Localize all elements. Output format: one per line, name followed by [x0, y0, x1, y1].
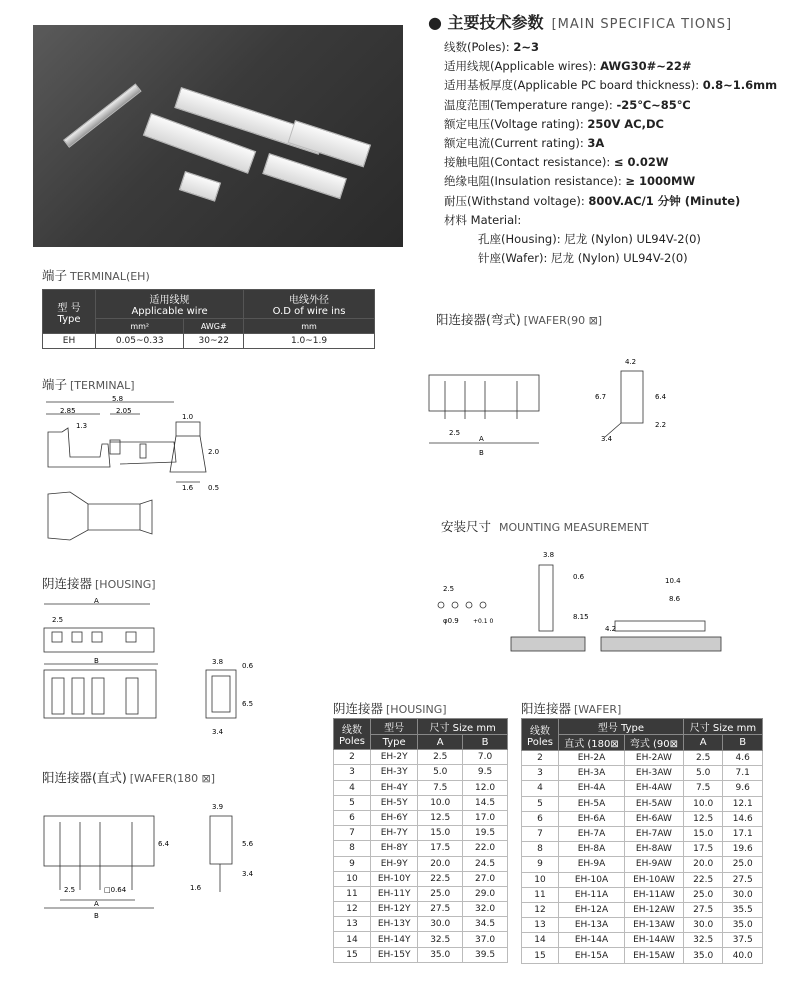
dim-label: A: [94, 900, 99, 908]
dim-label: 3.8: [212, 658, 224, 666]
table-cell: 12: [334, 902, 371, 917]
table-cell: EH-5Y: [371, 795, 418, 810]
table-cell: EH-14AW: [624, 933, 683, 948]
dim-label: 2.5: [443, 585, 455, 593]
table-cell: EH-14Y: [371, 932, 418, 947]
dim-label: 2.05: [116, 407, 132, 415]
table-cell: 15.0: [418, 826, 463, 841]
table-cell: 20.0: [418, 856, 463, 871]
table-cell: 27.5: [418, 902, 463, 917]
table-cell: EH-7Y: [371, 826, 418, 841]
table-row: [522, 781, 763, 796]
table-row: [334, 841, 508, 856]
table-row: [522, 857, 763, 872]
table-cell: 22.0: [463, 841, 508, 856]
table-cell: 14.5: [463, 795, 508, 810]
table-cell: 14.6: [723, 811, 763, 826]
table-cell: EH-13Y: [371, 917, 418, 932]
table-cell: EH-13A: [559, 918, 625, 933]
table-cell: EH-11AW: [624, 887, 683, 902]
wafer90-drawing: [425, 355, 685, 465]
specs-list: [444, 38, 777, 268]
spec-row: 温度范围(Temperature range): -25℃~85℃: [444, 97, 691, 112]
dim-label: 2.5: [52, 616, 64, 624]
table-cell: 27.5: [683, 902, 723, 917]
table-cell: 6: [334, 810, 371, 825]
dim-label: 3.9: [212, 803, 224, 811]
table-row: [334, 886, 508, 901]
table-row: [334, 765, 508, 780]
table-cell: EH-2A: [559, 751, 625, 766]
table-cell: 37.5: [723, 933, 763, 948]
table-cell: 9.5: [463, 765, 508, 780]
table-cell: 13: [522, 918, 559, 933]
table-cell: 7.5: [418, 780, 463, 795]
table-row: [522, 811, 763, 826]
dim-label: 0.6: [242, 662, 254, 670]
table-cell: 35.0: [723, 918, 763, 933]
table-cell: 4: [522, 781, 559, 796]
bullet-icon: ●: [428, 13, 442, 32]
table-cell: 15.0: [683, 826, 723, 841]
material-housing: 孔座(Housing): 尼龙 (Nylon) UL94V-2(0): [478, 232, 701, 247]
table-cell: 3: [334, 765, 371, 780]
spec-row: 适用线规(Applicable wires): AWG30#~22#: [444, 59, 692, 74]
table-cell: EH-11Y: [371, 886, 418, 901]
dim-label: 8.15: [573, 613, 589, 621]
table-row: [334, 871, 508, 886]
table-cell: 12: [522, 902, 559, 917]
table-cell: 25.0: [723, 857, 763, 872]
table-cell: EH-5AW: [624, 796, 683, 811]
table-cell: 22.5: [683, 872, 723, 887]
table-cell: EH-10AW: [624, 872, 683, 887]
table-cell: 5.0: [683, 766, 723, 781]
table-cell: 8: [522, 842, 559, 857]
table-cell: 19.6: [723, 842, 763, 857]
dim-label: 5.8: [112, 395, 124, 403]
table-row: [334, 917, 508, 932]
table-cell: 7.0: [463, 750, 508, 765]
table-cell: 4.6: [723, 751, 763, 766]
dim-label: □0.64: [104, 886, 127, 894]
wafer-table-heading: 阳连接器 [WAFER]: [521, 701, 622, 716]
dim-label: 5.6: [242, 840, 254, 848]
table-row: [522, 933, 763, 948]
table-cell: 24.5: [463, 856, 508, 871]
wafer-dims-table: 线数 Poles 型号 Type 尺寸 Size mm 直式 (180⊠ 弯式 (90⊠ A B 2 EH-2A EH-2AW 2.5 4.6 3 EH-3A EH-3AW 5.0 7.1 4 EH-4A EH-4AW 7.5 9.6 5 EH-5A EH-5AW 10.0 12.1 6 EH-6A EH-6AW 12.5 14.6 7 EH-7A EH-7AW 15.0 17.1 8 EH-8A EH-8AW 17.5 19.6 9 EH-9A EH-9AW 20.0 25.0 10 EH-10A EH-10AW 22.5 27.5 11 EH-11A EH-11AW 25.0 30.0 12 EH-12A EH-12AW 27.5 35.5 13 EH-13A EH-13AW 30.0 35.0 14 EH-14A EH-14AW 32.5 37.5 15 EH-15A EH-15AW 35.0 40.0: [521, 718, 763, 964]
table-row: [522, 948, 763, 963]
terminal-drawing: [40, 392, 230, 552]
dim-label: 2.5: [64, 886, 76, 894]
table-cell: 2: [334, 750, 371, 765]
wafer180-heading: 阳连接器(直式) [WAFER(180 ⊠]: [42, 770, 216, 785]
table-cell: 12.5: [418, 810, 463, 825]
table-cell: 7.5: [683, 781, 723, 796]
table-cell: EH-15Y: [371, 947, 418, 962]
table-cell: 10: [522, 872, 559, 887]
table-cell: EH-11A: [559, 887, 625, 902]
table-cell: EH-4AW: [624, 781, 683, 796]
dim-label: B: [94, 657, 99, 665]
table-cell: 13: [334, 917, 371, 932]
dim-label: 4.2: [605, 625, 617, 633]
table-cell: 22.5: [418, 871, 463, 886]
table-cell: 35.0: [683, 948, 723, 963]
housing-heading: 阴连接器 [HOUSING]: [42, 576, 156, 591]
table-row: [522, 872, 763, 887]
table-cell: EH-9AW: [624, 857, 683, 872]
table-cell: 27.5: [723, 872, 763, 887]
table-cell: 29.0: [463, 886, 508, 901]
table-cell: 14: [522, 933, 559, 948]
table-row: [522, 902, 763, 917]
table-cell: EH-8AW: [624, 842, 683, 857]
table-row: [334, 750, 508, 765]
table-cell: 9: [522, 857, 559, 872]
table-cell: EH-3A: [559, 766, 625, 781]
table-cell: 4: [334, 780, 371, 795]
table-cell: 32.0: [463, 902, 508, 917]
table-cell: EH-6Y: [371, 810, 418, 825]
table-cell: EH-12A: [559, 902, 625, 917]
table-row: [522, 918, 763, 933]
spec-row: 适用基板厚度(Applicable PC board thickness): 0.8~1.6mm: [444, 78, 778, 93]
table-cell: 30.0: [418, 917, 463, 932]
table-cell: 12.1: [723, 796, 763, 811]
table-cell: 11: [334, 886, 371, 901]
table-row: [522, 826, 763, 841]
dim-label: 6.7: [595, 393, 607, 401]
mounting-drawing: [425, 545, 725, 685]
terminal-table: 型 号 Type 适用线规 Applicable wire 电线外径 O.D of wire ins mm² AWG# mm EH 0.05~0.33 30~22 1.0~1.9: [42, 289, 375, 349]
table-cell: EH-9A: [559, 857, 625, 872]
dim-label: 6.5: [242, 700, 254, 708]
table-row: [334, 856, 508, 871]
table-cell: 9.6: [723, 781, 763, 796]
wafer180-drawing: [40, 800, 280, 925]
table-cell: 15: [522, 948, 559, 963]
terminal-heading: 端子 [TERMINAL]: [42, 377, 135, 392]
table-cell: 15: [334, 947, 371, 962]
housing-table-heading: 阴连接器 [HOUSING]: [333, 701, 447, 716]
table-row: [522, 887, 763, 902]
table-cell: EH-6AW: [624, 811, 683, 826]
table-cell: 2: [522, 751, 559, 766]
spec-row: 额定电压(Voltage rating): 250V AC,DC: [444, 116, 664, 131]
dim-label: 3.4: [212, 728, 224, 736]
table-cell: 11: [522, 887, 559, 902]
spec-row: 耐压(Withstand voltage): 800V.AC/1 分钟 (Minute): [444, 193, 741, 208]
dim-label: 6.4: [655, 393, 667, 401]
table-cell: EH-5A: [559, 796, 625, 811]
dim-label: 1.0: [182, 413, 194, 421]
table-cell: EH-15AW: [624, 948, 683, 963]
housing-dims-table: 线数 Poles 型号 尺寸 Size mm Type A B 2 EH-2Y 2.5 7.0 3 EH-3Y 5.0 9.5 4 EH-4Y 7.5 12.0 5 EH-5Y 10.0 14.5 6 EH-6Y 12.5 17.0 7 EH-7Y 15.0 19.5 8 EH-8Y 17.5 22.0 9 EH-9Y 20.0 24.5 10 EH-10Y 22.5 27.0 11 EH-11Y 25.0 29.0 12 EH-12Y 27.5 32.0 13 EH-13Y 30.0 34.5 14 EH-14Y 32.5 37.0 15 EH-15Y 35.0 39.5: [333, 718, 508, 963]
table-cell: 10.0: [418, 795, 463, 810]
table-cell: 30.0: [683, 918, 723, 933]
dim-label: 1.6: [190, 884, 202, 892]
dim-label: 0.5: [208, 484, 220, 492]
table-cell: 7: [522, 826, 559, 841]
dim-label: A: [94, 597, 99, 605]
table-cell: 17.5: [418, 841, 463, 856]
table-cell: 5: [334, 795, 371, 810]
table-row: [334, 780, 508, 795]
table-cell: 25.0: [683, 887, 723, 902]
table-cell: 12.0: [463, 780, 508, 795]
table-cell: EH-7A: [559, 826, 625, 841]
col-type: 型 号: [57, 302, 81, 314]
dim-label: 3.8: [543, 551, 555, 559]
dim-label: 1.6: [182, 484, 194, 492]
dim-label: 2.5: [449, 429, 461, 437]
dim-label: 3.4: [242, 870, 254, 878]
dim-label: 10.4: [665, 577, 681, 585]
table-cell: EH-10A: [559, 872, 625, 887]
terminal-table-heading: 端子 TERMINAL(EH): [42, 268, 150, 283]
dim-label: 4.2: [625, 358, 637, 366]
dim-label: 3.4: [601, 435, 613, 443]
table-cell: 8: [334, 841, 371, 856]
table-cell: 7: [334, 826, 371, 841]
table-cell: 7.1: [723, 766, 763, 781]
table-cell: 17.5: [683, 842, 723, 857]
table-cell: 6: [522, 811, 559, 826]
table-cell: 10: [334, 871, 371, 886]
wafer90-heading: 阳连接器(弯式) [WAFER(90 ⊠]: [436, 312, 603, 327]
product-photo: [33, 25, 403, 247]
dim-label: A: [479, 435, 484, 443]
table-cell: 27.0: [463, 871, 508, 886]
table-cell: EH-14A: [559, 933, 625, 948]
table-cell: 35.0: [418, 947, 463, 962]
table-row: EH 0.05~0.33 30~22 1.0~1.9: [43, 334, 375, 349]
table-row: [522, 751, 763, 766]
table-cell: EH-12AW: [624, 902, 683, 917]
table-cell: EH-13AW: [624, 918, 683, 933]
dim-label: 2.85: [60, 407, 76, 415]
table-cell: 25.0: [418, 886, 463, 901]
table-cell: 12.5: [683, 811, 723, 826]
table-cell: EH-9Y: [371, 856, 418, 871]
dim-label: φ0.9: [443, 617, 459, 625]
dim-label: 2.0: [208, 448, 220, 456]
material-label: 材料 Material:: [444, 212, 522, 227]
table-cell: 5: [522, 796, 559, 811]
dim-label: +0.1 0: [473, 618, 494, 625]
table-cell: EH-4Y: [371, 780, 418, 795]
table-cell: EH-8A: [559, 842, 625, 857]
table-row: [334, 826, 508, 841]
spec-row: 额定电流(Current rating): 3A: [444, 136, 605, 151]
table-cell: 19.5: [463, 826, 508, 841]
table-cell: 40.0: [723, 948, 763, 963]
table-cell: EH-8Y: [371, 841, 418, 856]
table-row: [522, 766, 763, 781]
table-cell: EH-10Y: [371, 871, 418, 886]
dim-label: 1.3: [76, 422, 88, 430]
dim-label: 0.6: [573, 573, 585, 581]
material-wafer: 针座(Wafer): 尼龙 (Nylon) UL94V-2(0): [478, 251, 688, 266]
table-row: [334, 795, 508, 810]
dim-label: 2.2: [655, 421, 667, 429]
table-cell: 37.0: [463, 932, 508, 947]
dim-label: 8.6: [669, 595, 681, 603]
table-cell: EH-6A: [559, 811, 625, 826]
table-cell: 32.5: [418, 932, 463, 947]
table-cell: 39.5: [463, 947, 508, 962]
table-cell: 5.0: [418, 765, 463, 780]
mounting-heading: 安装尺寸 MOUNTING MEASUREMENT: [441, 519, 649, 534]
table-cell: 2.5: [418, 750, 463, 765]
table-cell: 30.0: [723, 887, 763, 902]
table-cell: 32.5: [683, 933, 723, 948]
table-cell: EH-3AW: [624, 766, 683, 781]
table-cell: 34.5: [463, 917, 508, 932]
table-row: [334, 947, 508, 962]
table-cell: 2.5: [683, 751, 723, 766]
table-row: [522, 842, 763, 857]
spec-row: 接触电阻(Contact resistance): ≤ 0.02W: [444, 155, 669, 170]
table-cell: EH-2Y: [371, 750, 418, 765]
table-cell: EH-2AW: [624, 751, 683, 766]
table-cell: 35.5: [723, 902, 763, 917]
table-cell: 3: [522, 766, 559, 781]
dim-label: 6.4: [158, 840, 170, 848]
table-cell: EH-12Y: [371, 902, 418, 917]
table-row: [334, 902, 508, 917]
spec-row: 线数(Poles): 2~3: [444, 40, 539, 54]
table-cell: 20.0: [683, 857, 723, 872]
dim-label: B: [94, 912, 99, 920]
table-cell: EH-7AW: [624, 826, 683, 841]
dim-label: B: [479, 449, 484, 457]
table-cell: EH-15A: [559, 948, 625, 963]
table-row: [522, 796, 763, 811]
table-cell: EH-3Y: [371, 765, 418, 780]
table-row: [334, 810, 508, 825]
table-cell: 14: [334, 932, 371, 947]
table-cell: EH-4A: [559, 781, 625, 796]
table-row: [334, 932, 508, 947]
table-cell: 17.1: [723, 826, 763, 841]
table-cell: 9: [334, 856, 371, 871]
spec-row: 绝缘电阻(Insulation resistance): ≥ 1000MW: [444, 174, 696, 189]
table-cell: 10.0: [683, 796, 723, 811]
specs-title: ● 主要技术参数 [MAIN SPECIFICA TIONS]: [428, 13, 733, 32]
table-cell: 17.0: [463, 810, 508, 825]
housing-drawing: [40, 594, 260, 744]
